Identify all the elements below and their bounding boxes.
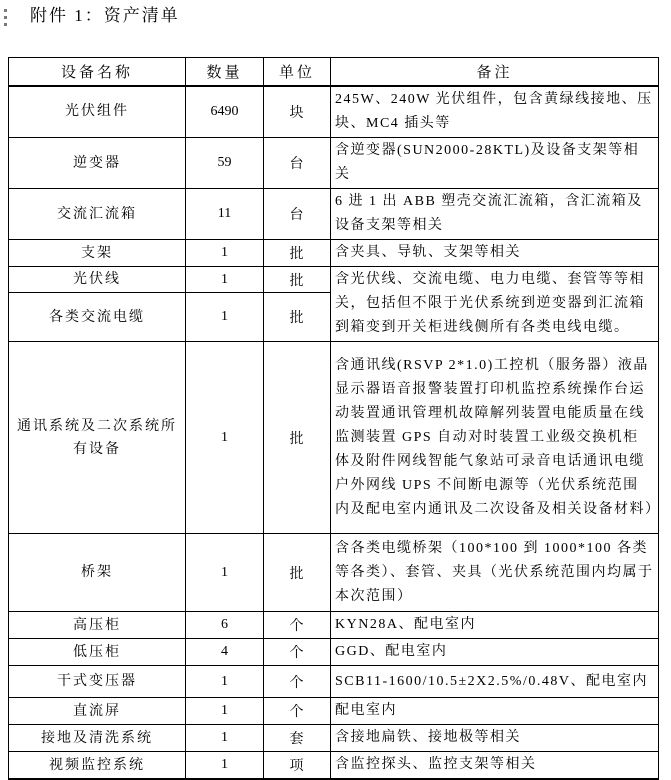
vertical-dots-icon	[4, 9, 7, 26]
table-row	[9, 138, 659, 189]
col-header-note: 备注	[331, 58, 659, 86]
cell-note: 含各类电缆桥架（100*100 到 1000*100 各类等各类）、套管、夹具（光伏系统范围内均属于本次范围）	[331, 534, 659, 612]
cell-device-name: 各类交流电缆	[9, 293, 186, 342]
header-row	[9, 58, 659, 86]
cell-device-name: 光伏线	[9, 267, 186, 293]
cell-quantity: 6490	[186, 86, 264, 138]
cell-unit: 块	[264, 86, 331, 138]
cell-quantity: 6	[186, 612, 264, 639]
cell-unit: 个	[264, 612, 331, 639]
cell-note: 含夹具、导轨、支架等相关	[331, 240, 659, 267]
cell-note: GGD、配电室内	[331, 639, 659, 666]
cell-unit: 项	[264, 752, 331, 780]
cell-device-name: 接地及清洗系统	[9, 725, 186, 752]
table-row	[9, 639, 659, 666]
cell-unit: 批	[264, 342, 331, 534]
table-row	[9, 342, 659, 534]
table-row	[9, 666, 659, 698]
table-row	[9, 189, 659, 240]
cell-unit: 台	[264, 138, 331, 189]
cell-unit: 个	[264, 698, 331, 725]
cell-quantity: 1	[186, 725, 264, 752]
cell-note-merged: 含光伏线、交流电缆、电力电缆、套管等等相关，包括但不限于光伏系统到逆变器到汇流箱到箱变到开关柜进线侧所有各类电线电缆。	[331, 267, 659, 342]
cell-quantity: 1	[186, 267, 264, 293]
cell-unit: 批	[264, 240, 331, 267]
cell-unit: 个	[264, 666, 331, 698]
cell-unit: 套	[264, 725, 331, 752]
cell-unit: 个	[264, 639, 331, 666]
cell-note: 配电室内	[331, 698, 659, 725]
col-header-unit: 单位	[264, 58, 331, 86]
title-block	[0, 5, 671, 27]
cell-device-name: 桥架	[9, 534, 186, 612]
table-row	[9, 725, 659, 752]
cell-device-name: 通讯系统及二次系统所有设备	[9, 342, 186, 534]
cell-device-name: 干式变压器	[9, 666, 186, 698]
table-row	[9, 86, 659, 138]
table-row	[9, 534, 659, 612]
cell-unit: 批	[264, 293, 331, 342]
cell-note: SCB11-1600/10.5±2X2.5%/0.48V、配电室内	[331, 666, 659, 698]
cell-device-name: 低压柜	[9, 639, 186, 666]
cell-note: 含通讯线(RSVP 2*1.0)工控机（服务器）液晶显示器语音报警装置打印机监控系统操作台运动装置通讯管理机故障解列装置电能质量在线监测装置 GPS 自动对时装置工业级交换机柜体及附件网线智能气象站可录音电话通讯电缆户外网线 UPS 不间断电源等（光伏系统范围内及配电室内通讯及二次设备及相关设备材料）	[331, 342, 659, 534]
cell-unit: 批	[264, 267, 331, 293]
cell-quantity: 1	[186, 666, 264, 698]
cell-device-name: 光伏组件	[9, 86, 186, 138]
table-row	[9, 698, 659, 725]
cell-note: 245W、240W 光伏组件，包含黄绿线接地、压块、MC4 插头等	[331, 86, 659, 138]
cell-note: 含逆变器(SUN2000-28KTL)及设备支架等相关	[331, 138, 659, 189]
cell-unit: 台	[264, 189, 331, 240]
cell-quantity: 1	[186, 293, 264, 342]
cell-quantity: 1	[186, 752, 264, 780]
table-row	[9, 267, 659, 293]
cell-device-name: 高压柜	[9, 612, 186, 639]
cell-device-name: 视频监控系统	[9, 752, 186, 780]
cell-quantity: 1	[186, 342, 264, 534]
cell-device-name: 直流屏	[9, 698, 186, 725]
cell-quantity: 1	[186, 240, 264, 267]
table-row	[9, 240, 659, 267]
cell-quantity: 11	[186, 189, 264, 240]
page-title: 附件 1：资产清单	[30, 6, 180, 25]
col-header-device-name: 设备名称	[9, 58, 186, 86]
table-row	[9, 612, 659, 639]
cell-quantity: 59	[186, 138, 264, 189]
cell-quantity: 4	[186, 639, 264, 666]
cell-device-name: 逆变器	[9, 138, 186, 189]
col-header-quantity: 数量	[186, 58, 264, 86]
cell-device-name: 支架	[9, 240, 186, 267]
cell-device-name: 交流汇流箱	[9, 189, 186, 240]
cell-note: 6 进 1 出 ABB 塑壳交流汇流箱，含汇流箱及设备支架等相关	[331, 189, 659, 240]
cell-note: KYN28A、配电室内	[331, 612, 659, 639]
cell-quantity: 1	[186, 698, 264, 725]
asset-list-table	[8, 57, 659, 780]
cell-note: 含监控探头、监控支架等相关	[331, 752, 659, 780]
cell-quantity: 1	[186, 534, 264, 612]
table-row	[9, 752, 659, 780]
cell-note: 含接地扁铁、接地极等相关	[331, 725, 659, 752]
cell-unit: 批	[264, 534, 331, 612]
